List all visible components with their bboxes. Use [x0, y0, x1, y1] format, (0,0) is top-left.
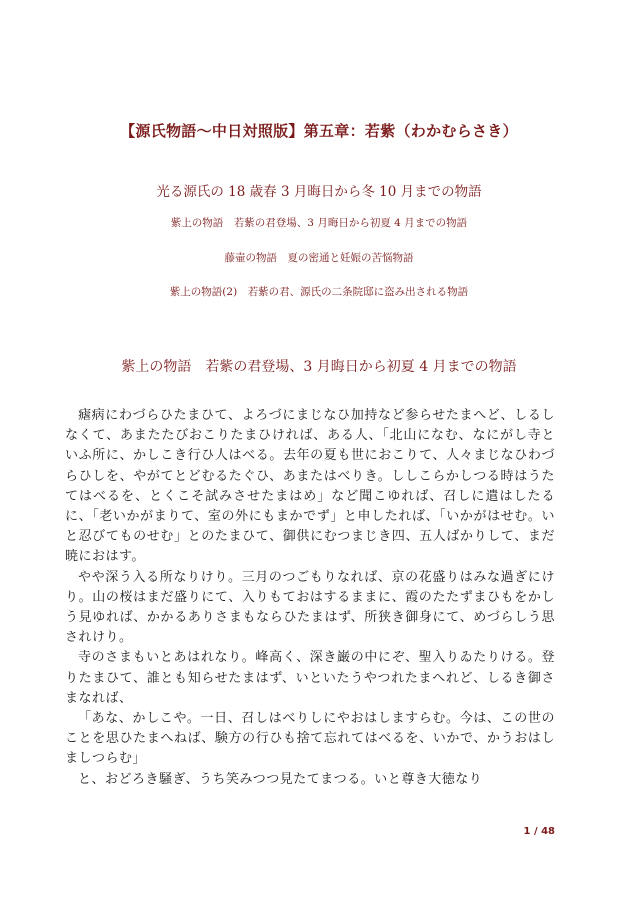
- paragraph: 寺のさまもいとあはれなり。峰高く、深き巌の中にぞ、聖入りゐたりける。登りたまひて、誰とも知らせたまはず、いといたうやつれたまへれど、しるき御さまなれば、: [65, 650, 555, 706]
- toc-item: 藤壷の物語 夏の密通と妊娠の苦悩物語: [224, 252, 414, 264]
- paragraph: 「あな、かしこや。一日、召しはべりしにやおはしますらむ。今は、この世のことを思ひたまへねば、験方の行ひも捨て忘れてはべるを、いかで、かうおはしましつらむ」: [65, 711, 555, 767]
- page-number: 1 / 48: [523, 826, 555, 837]
- document-title: 【源氏物語〜中日対照版】第五章：若紫（わかむらさき）: [120, 122, 518, 140]
- toc-item: 紫上の物語(2) 若紫の君、源氏の二条院邸に盗み出される物語: [169, 286, 469, 298]
- paragraph: やや深う入る所なりけり。三月のつごもりなれば、京の花盛りはみな過ぎにけり。山の桜はまだ盛りにて、入りもておはするままに、霞のたたずまひもをかしう見ゆれば、かかるありさまもならひたまはず、所狭き御身にて、めづらしう思されけり。: [65, 569, 555, 646]
- paragraph: と、おどろき騒ぎ、うち笑みつつ見たてまつる。いと尊き大徳なり: [78, 771, 483, 787]
- paragraph: 瘧病にわづらひたまひて、よろづにまじなひ加持など参らせたまへど、しるしなくて、あまたたびおこりたまひければ、ある人、「北山になむ、なにがし寺といふ所に、かしこき行ひ人はべる。去年の夏も世におこりて、人々まじなひわづらひしを、やがてとどむるたぐひ、あまたはべりき。ししこらかしつる時はうたてはべるを、とくこそ試みさせたまはめ」など聞こゆれば、召しに遣はしたるに、「老いかがまりて、室の外にもまかでず」と申したれば、「いかがはせむ。いと忍びてものせむ」とのたまひて、御供にむつまじき四、五人ばかりして、まだ暁におはす。: [65, 408, 555, 565]
- toc-main-entry: 光る源氏の 18 歳春 3 月晦日から冬 10 月までの物語: [156, 184, 482, 200]
- toc-item: 紫上の物語 若紫の君登場、3 月晦日から初夏 4 月までの物語: [170, 217, 468, 229]
- body-text: [65, 406, 555, 790]
- section-heading: 紫上の物語 若紫の君登場、3 月晦日から初夏 4 月までの物語: [121, 359, 517, 375]
